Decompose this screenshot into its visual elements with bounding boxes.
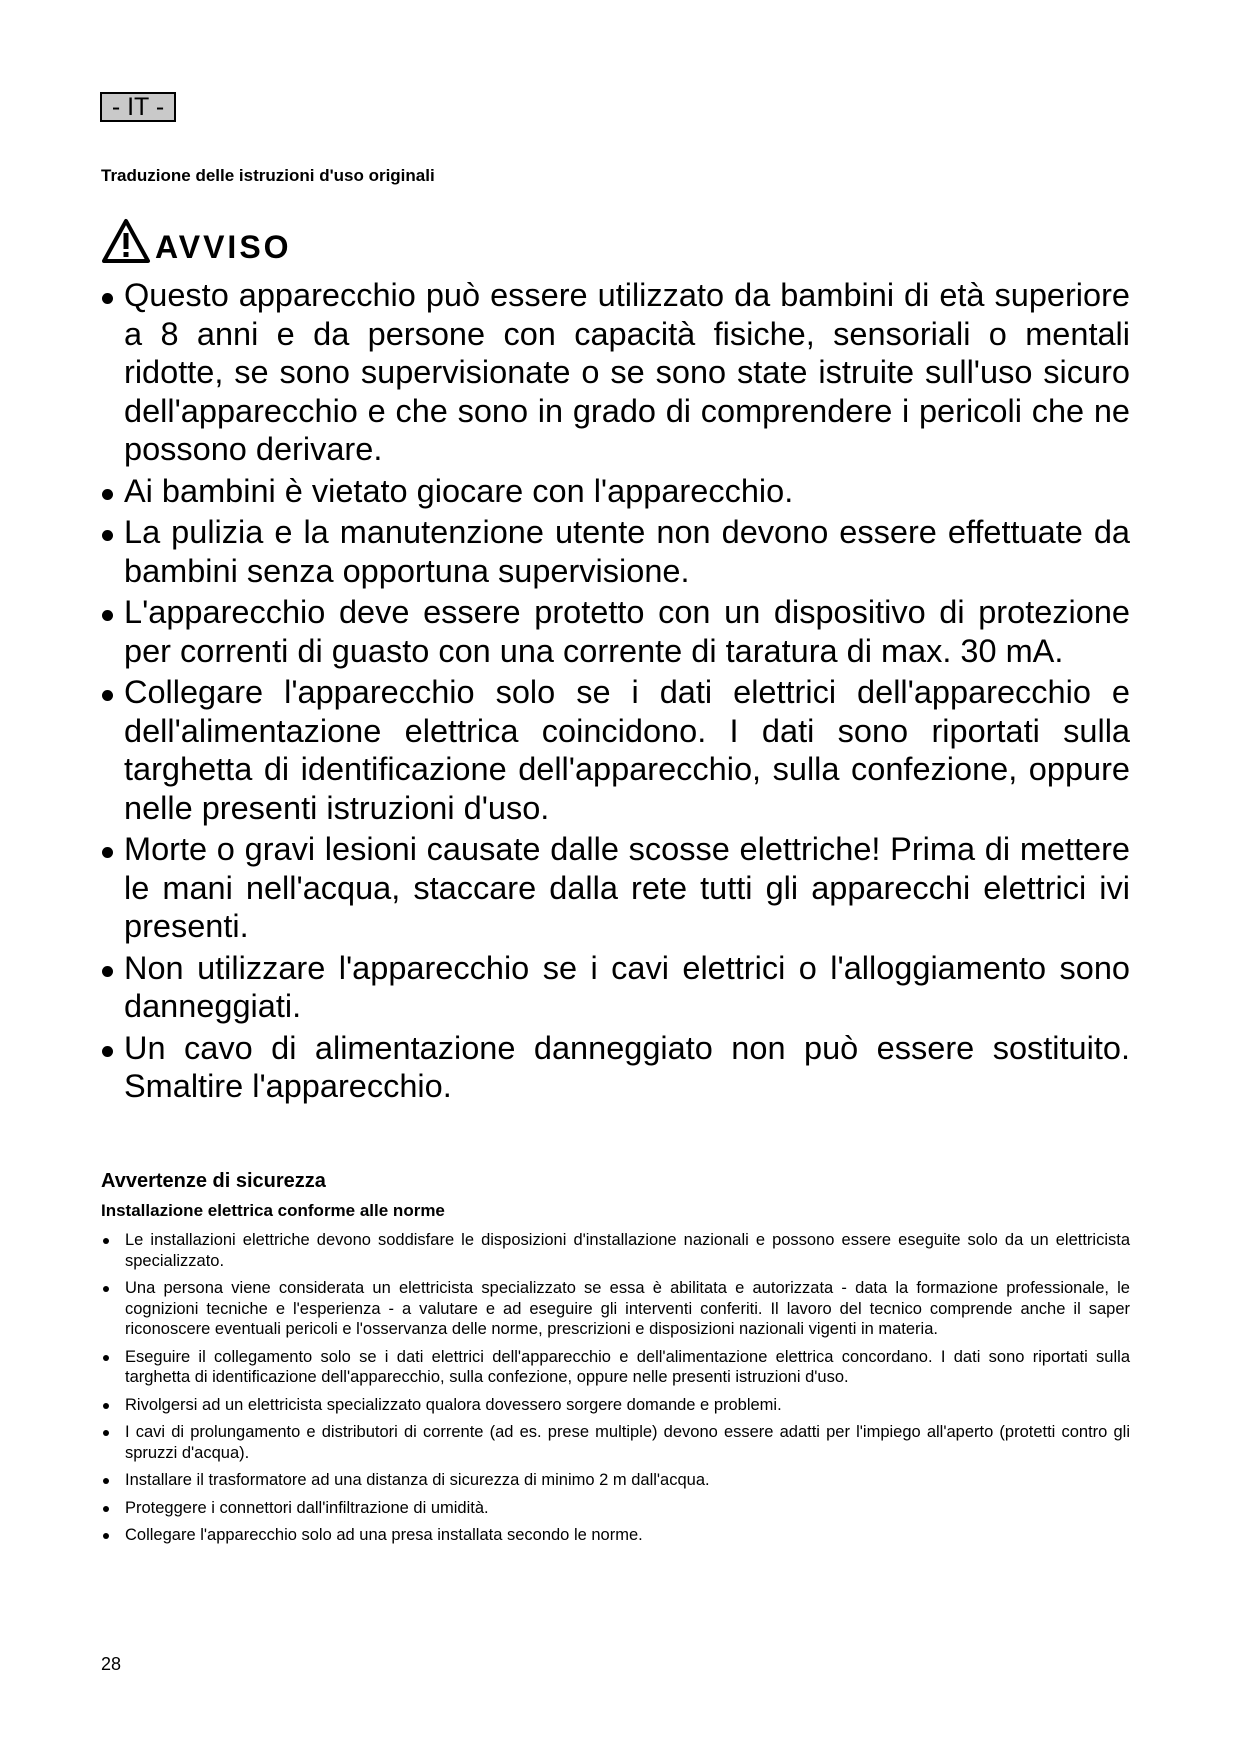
safety-item: Rivolgersi ad un elettricista specializzato qualora dovessero sorgere domande e problemi.	[100, 1395, 1130, 1416]
warning-triangle-icon	[101, 218, 151, 264]
safety-item: Le installazioni elettriche devono soddisfare le disposizioni d'installazione nazionali e possono essere eseguite solo da un elettricista specializzato.	[100, 1230, 1130, 1271]
warning-header	[101, 214, 292, 264]
warning-item: Ai bambini è vietato giocare con l'apparecchio.	[100, 472, 1130, 511]
page-number: 28	[101, 1654, 122, 1674]
warning-item: Questo apparecchio può essere utilizzato da bambini di età superiore a 8 anni e da persone con capacità fisiche, sensoriali o mentali ridotte, se sono supervisionate o se sono state istruite sull'uso sicuro dell'apparecchio e che sono in grado di comprendere i pericoli che ne possono derivare.	[100, 276, 1130, 469]
warning-item: L'apparecchio deve essere protetto con un dispositivo di protezione per correnti di guasto con una corrente di taratura di max. 30 mA.	[100, 593, 1130, 670]
warning-item: Morte o gravi lesioni causate dalle scosse elettriche! Prima di mettere le mani nell'acqua, staccare dalla rete tutti gli apparecchi elettrici ivi presenti.	[100, 830, 1130, 946]
warning-list	[100, 276, 1130, 1109]
safety-item: Eseguire il collegamento solo se i dati elettrici dell'apparecchio e dell'alimentazione elettrica concordano. I dati sono riportati sulla targhetta di identificazione dell'apparecchio, sulla confezione, oppure nelle presenti istruzioni d'uso.	[100, 1347, 1130, 1388]
safety-item: Proteggere i connettori dall'infiltrazione di umidità.	[100, 1498, 1130, 1519]
safety-item: I cavi di prolungamento e distributori di corrente (ad es. prese multiple) devono essere adatti per l'impiego all'aperto (protetti contro gli spruzzi d'acqua).	[100, 1422, 1130, 1463]
warning-item: Collegare l'apparecchio solo se i dati elettrici dell'apparecchio e dell'alimentazione elettrica coincidono. I dati sono riportati sulla targhetta di identificazione dell'apparecchio, sulla confezione, oppure nelle presenti istruzioni d'uso.	[100, 673, 1130, 827]
warning-item: La pulizia e la manutenzione utente non devono essere effettuate da bambini senza opportuna supervisione.	[100, 513, 1130, 590]
safety-item: Una persona viene considerata un elettricista specializzato se essa è abilitata e autorizzata - data la formazione professionale, le cognizioni tecniche e l'esperienza - a valutare e ad eseguire gli interventi conferiti. Il lavoro del tecnico comprende anche il saper riconoscere eventuali pericoli e l'osservanza delle norme, prescrizioni e disposizioni nazionali vigenti in materia.	[100, 1278, 1130, 1340]
warning-title: AVVISO	[155, 229, 292, 265]
document-subtitle: Traduzione delle istruzioni d'uso originali	[101, 166, 435, 185]
language-tag: - IT -	[100, 92, 176, 122]
safety-subtitle: Installazione elettrica conforme alle norme	[101, 1201, 445, 1220]
safety-list	[100, 1230, 1130, 1553]
warning-item: Un cavo di alimentazione danneggiato non può essere sostituito. Smaltire l'apparecchio.	[100, 1029, 1130, 1106]
warning-item: Non utilizzare l'apparecchio se i cavi elettrici o l'alloggiamento sono danneggiati.	[100, 949, 1130, 1026]
safety-item: Installare il trasformatore ad una distanza di sicurezza di minimo 2 m dall'acqua.	[100, 1470, 1130, 1491]
safety-title: Avvertenze di sicurezza	[101, 1170, 326, 1192]
safety-item: Collegare l'apparecchio solo ad una presa installata secondo le norme.	[100, 1525, 1130, 1546]
